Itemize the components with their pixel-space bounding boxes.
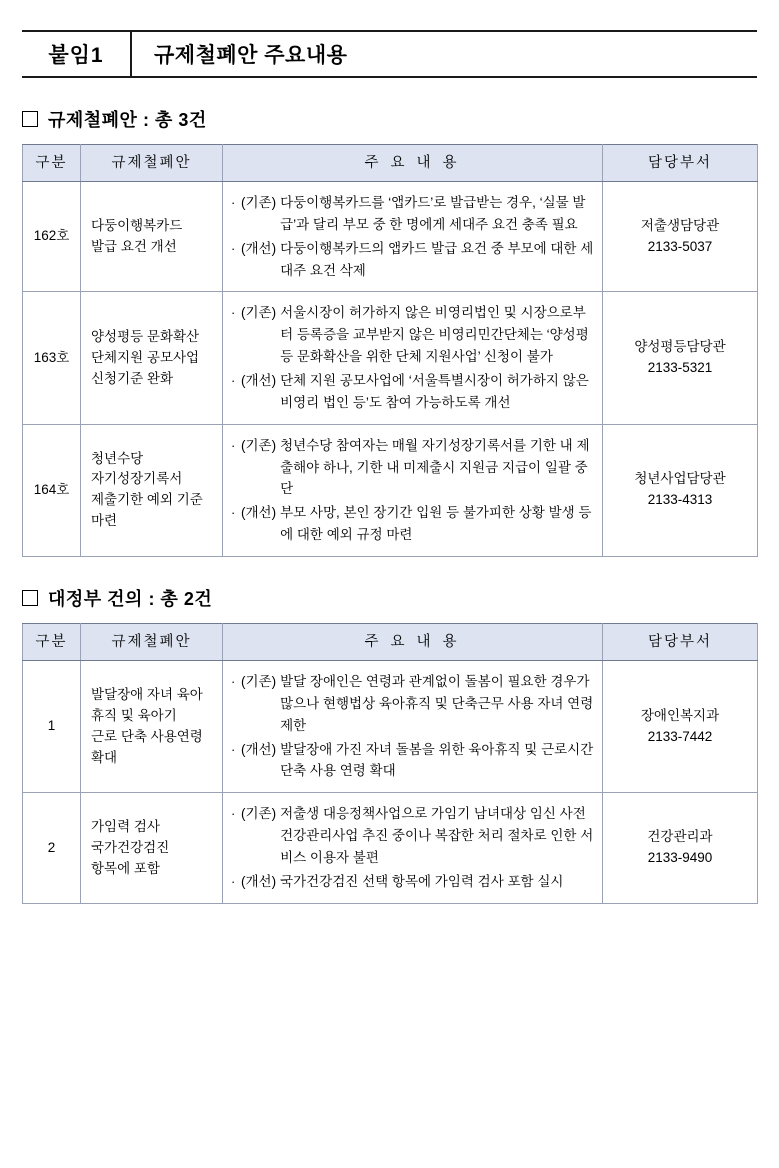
detail-tag: (개선) — [241, 240, 277, 256]
detail-tag: (개선) — [241, 505, 277, 521]
regulation-table — [22, 623, 758, 904]
detail-item — [231, 502, 594, 546]
detail-text: 발달장애 가진 자녀 돌봄을 위한 육아휴직 및 근로시간 단축 사용 연령 확대 — [280, 741, 594, 779]
column-header: 구분 — [23, 624, 81, 661]
detail-text: 부모 사망, 본인 장기간 입원 등 불가피한 상황 발생 등에 대한 예외 규정 마련 — [280, 505, 592, 543]
bullet-dot-icon: · — [231, 240, 236, 256]
detail-item — [231, 803, 594, 869]
column-header: 구분 — [23, 145, 81, 182]
bullet-dot-icon: · — [231, 373, 236, 389]
proposal-details — [223, 793, 603, 903]
table-header-row — [23, 145, 758, 182]
row-number: 162호 — [23, 182, 81, 292]
detail-text: 발달 장애인은 연령과 관계없이 돌봄이 필요한 경우가 많으나 현행법상 육아휴직 및 단축근무 사용 자녀 연령 제한 — [280, 674, 594, 733]
detail-tag: (기존) — [241, 674, 277, 690]
detail-text: 저출생 대응정책사업으로 가임기 남녀대상 임신 사전 건강관리사업 추진 중이나 복잡한 처리 절차로 인한 서비스 이용자 불편 — [280, 806, 594, 866]
document-page — [0, 30, 779, 1168]
proposal-details — [223, 424, 603, 556]
responsible-department — [603, 661, 758, 793]
checkbox-square-icon — [22, 590, 38, 606]
detail-tag: (기존) — [241, 806, 277, 822]
section-heading — [22, 585, 757, 611]
detail-tag: (기존) — [241, 305, 277, 321]
proposal-details — [223, 292, 603, 424]
bullet-dot-icon: · — [231, 674, 236, 690]
department-phone: 2133-4313 — [647, 492, 713, 508]
detail-item — [231, 435, 594, 501]
row-number: 164호 — [23, 424, 81, 556]
column-header: 담당부서 — [603, 624, 758, 661]
proposal-name: 청년수당 자기성장기록서 제출기한 예외 기준 마련 — [81, 424, 223, 556]
department-name: 건강관리과 — [647, 829, 713, 845]
detail-text: 단체 지원 공모사업에 ‘서울특별시장이 허가하지 않은 비영리 법인 등’도 참여 가능하도록 개선 — [280, 373, 589, 410]
bullet-dot-icon: · — [231, 437, 236, 453]
detail-item — [231, 871, 594, 893]
detail-item — [231, 370, 594, 414]
detail-item — [231, 671, 594, 737]
detail-item — [231, 192, 594, 236]
bullet-dot-icon: · — [231, 806, 236, 822]
proposal-name: 양성평등 문화확산 단체지원 공모사업 신청기준 완화 — [81, 292, 223, 424]
department-name: 장애인복지과 — [640, 707, 720, 723]
bullet-dot-icon: · — [231, 195, 236, 210]
column-header: 규제철폐안 — [81, 145, 223, 182]
department-phone: 2133-5321 — [647, 360, 713, 376]
detail-tag: (기존) — [241, 195, 277, 210]
detail-text: 다둥이행복카드의 앱카드 발급 요건 중 부모에 대한 세대주 요건 삭제 — [280, 240, 594, 278]
table-row — [23, 292, 758, 424]
column-header: 주 요 내 용 — [223, 624, 603, 661]
detail-text: 국가건강검진 선택 항목에 가임력 검사 포함 실시 — [280, 873, 564, 889]
detail-item — [231, 238, 594, 282]
department-phone: 2133-9490 — [647, 850, 713, 866]
bullet-dot-icon: · — [231, 873, 236, 889]
department-phone: 2133-5037 — [647, 238, 713, 254]
proposal-details — [223, 182, 603, 292]
detail-text: 다둥이행복카드를 ‘앱카드’로 발급받는 경우, ‘실물 발급’과 달리 부모 중 한 명에게 세대주 요건 충족 필요 — [280, 195, 586, 232]
bullet-dot-icon: · — [231, 741, 236, 757]
bullet-dot-icon: · — [231, 505, 236, 521]
table-row — [23, 661, 758, 793]
bullet-dot-icon: · — [231, 305, 236, 321]
responsible-department — [603, 182, 758, 292]
page-title: 규제철폐안 주요내용 — [154, 44, 348, 67]
table-row — [23, 793, 758, 903]
detail-tag: (개선) — [241, 873, 277, 889]
section-heading-label: 규제철폐안 : 총 3건 — [48, 110, 207, 130]
department-name: 양성평등담당관 — [634, 339, 726, 355]
responsible-department — [603, 793, 758, 903]
proposal-details — [223, 661, 603, 793]
row-number: 1 — [23, 661, 81, 793]
attachment-badge: 붙임1 — [22, 32, 132, 76]
column-header: 담당부서 — [603, 145, 758, 182]
department-name: 청년사업담당관 — [634, 471, 726, 487]
detail-tag: (개선) — [241, 741, 277, 757]
responsible-department — [603, 424, 758, 556]
table-header-row — [23, 624, 758, 661]
detail-text: 청년수당 참여자는 매월 자기성장기록서를 기한 내 제출해야 하나, 기한 내 미제출시 지원금 지급이 일괄 중단 — [280, 437, 590, 497]
row-number: 163호 — [23, 292, 81, 424]
detail-item — [231, 302, 594, 368]
column-header: 규제철폐안 — [81, 624, 223, 661]
proposal-name: 가임력 검사 국가건강검진 항목에 포함 — [81, 793, 223, 903]
detail-tag: (기존) — [241, 437, 277, 453]
column-header: 주 요 내 용 — [223, 145, 603, 182]
detail-item — [231, 739, 594, 783]
document-header — [22, 30, 757, 78]
proposal-name: 발달장애 자녀 육아 휴직 및 육아기 근로 단축 사용연령 확대 — [81, 661, 223, 793]
detail-text: 서울시장이 허가하지 않은 비영리법인 및 시장으로부터 등록증을 교부받지 않은 비영리민간단체는 ‘양성평등 문화확산을 위한 단체 지원사업’ 신청이 불가 — [280, 305, 589, 365]
department-phone: 2133-7442 — [647, 728, 713, 744]
department-name: 저출생담당관 — [640, 217, 720, 233]
proposal-name: 다둥이행복카드 발급 요건 개선 — [81, 182, 223, 292]
detail-tag: (개선) — [241, 373, 277, 389]
section-heading-label: 대정부 건의 : 총 2건 — [48, 589, 213, 610]
table-row — [23, 182, 758, 292]
row-number: 2 — [23, 793, 81, 903]
table-row — [23, 424, 758, 556]
regulation-table — [22, 144, 758, 557]
section-heading — [22, 106, 757, 132]
sections-container — [0, 106, 779, 904]
responsible-department — [603, 292, 758, 424]
checkbox-square-icon — [22, 111, 38, 127]
